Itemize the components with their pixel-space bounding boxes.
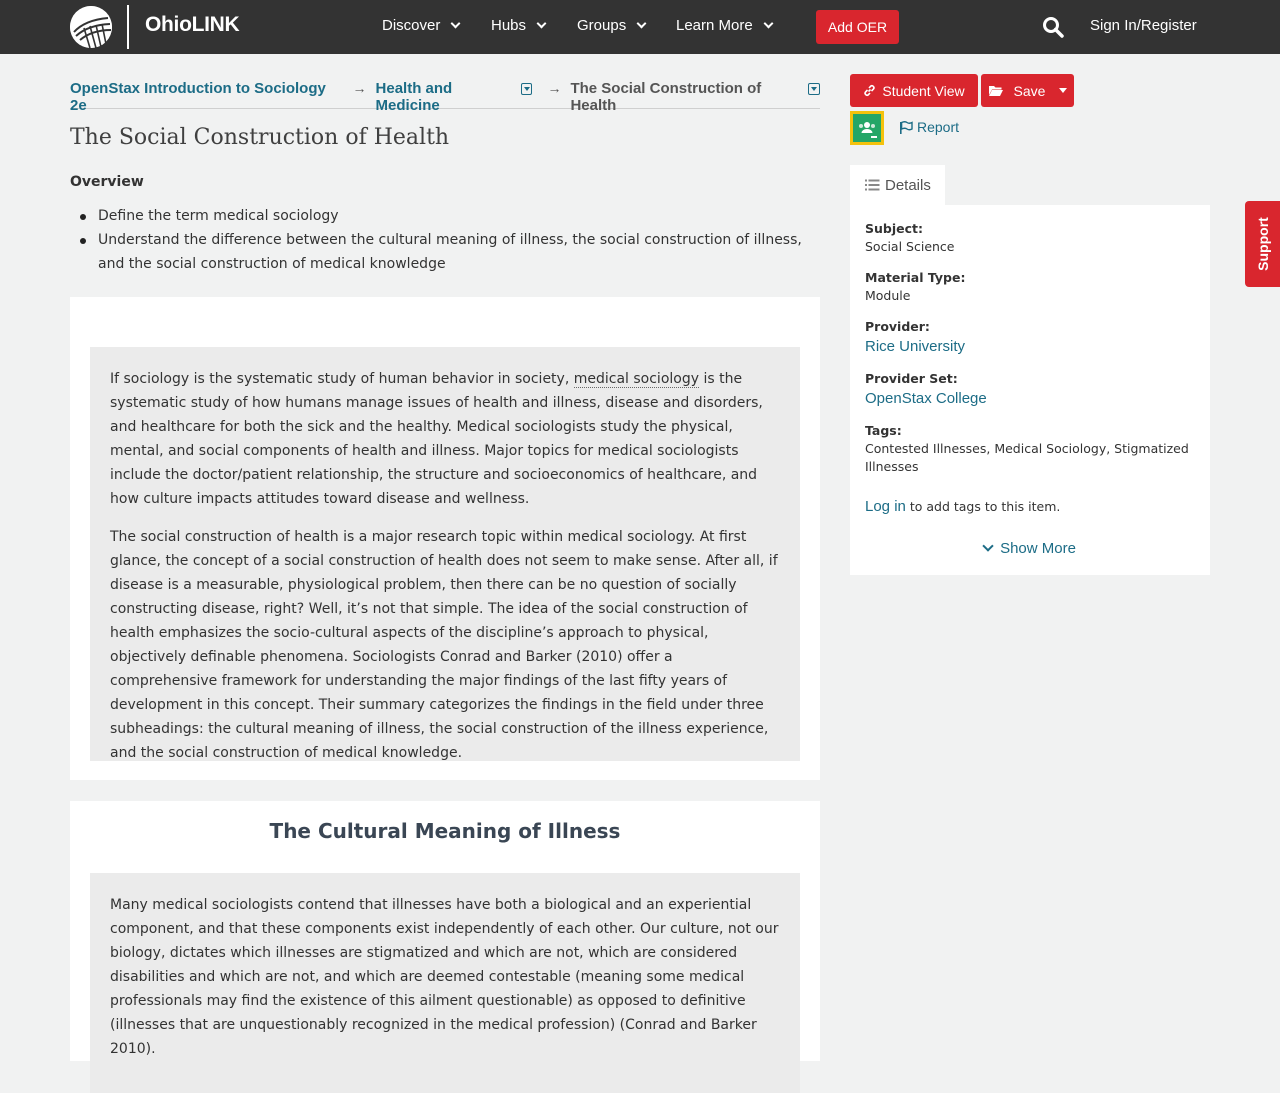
chevron-down-icon — [637, 19, 647, 29]
glossary-term-medical-sociology[interactable]: medical sociology — [573, 371, 700, 387]
breadcrumb-item-current: The Social Construction of Health — [570, 80, 762, 114]
paragraph-text: If sociology is the systematic study of human behavior in society, — [110, 371, 574, 387]
breadcrumb — [70, 80, 820, 114]
subject-value: Social Science — [865, 239, 955, 254]
logo-divider — [127, 5, 129, 49]
show-more-label: Show More — [1000, 540, 1076, 557]
chevron-down-icon — [537, 19, 547, 29]
nav-discover[interactable] — [382, 17, 459, 34]
page-title: The Social Construction of Health — [70, 125, 450, 150]
support-label: Support — [1254, 217, 1271, 271]
overview-list — [70, 204, 820, 276]
show-more-button[interactable] — [850, 540, 1210, 557]
tags-label: Tags: — [865, 423, 902, 438]
content-text-box — [90, 873, 800, 1093]
folder-open-icon — [988, 84, 1004, 97]
tab-details-label: Details — [885, 176, 931, 194]
login-suffix: to add tags to this item. — [905, 499, 1061, 514]
dropdown-toggle-icon[interactable] — [521, 83, 533, 95]
link-icon — [863, 84, 876, 97]
content-section-intro — [70, 297, 820, 780]
overview-label: Overview — [70, 174, 144, 190]
material-type-value: Module — [865, 288, 911, 303]
provider-link[interactable]: Rice University — [865, 338, 966, 355]
subject-label: Subject: — [865, 221, 923, 236]
list-item: Define the term medical sociology — [70, 204, 820, 228]
nav-hubs-label: Hubs — [491, 17, 527, 34]
breadcrumb-item-book[interactable]: OpenStax Introduction to Sociology 2e — [70, 80, 326, 114]
search-icon[interactable] — [1042, 16, 1064, 38]
google-classroom-icon[interactable] — [850, 111, 884, 145]
report-link[interactable] — [899, 119, 959, 135]
nav-learn-more[interactable] — [676, 17, 772, 34]
provider-set-label: Provider Set: — [865, 371, 958, 386]
student-view-button[interactable] — [850, 74, 978, 107]
paragraph-text: is the systematic study of how humans manage issues of health and illness, disease and disorders, and healthcare for both the sick and the healthy. Medical sociologists study the physical, mental, and social components of health and illness. Major topics for medical sociologists include the doctor/patient relationship, the structure and socioeconomics of healthcare, and how culture impacts attitudes toward disease and wellness. — [110, 371, 763, 507]
provider-set-link[interactable]: OpenStax College — [865, 390, 987, 407]
report-label: Report — [917, 119, 960, 135]
nav-learn-more-label: Learn More — [676, 17, 753, 34]
tab-details[interactable] — [850, 165, 945, 205]
list-icon — [865, 179, 880, 191]
nav-groups-label: Groups — [577, 17, 627, 34]
nav-groups[interactable] — [577, 17, 645, 34]
log-in-link[interactable]: Log in — [865, 498, 906, 515]
support-tab[interactable] — [1245, 201, 1280, 287]
nav-discover-label: Discover — [382, 17, 441, 34]
paragraph: The social construction of health is a major research topic within medical sociology. At first glance, the concept of a social construction of health does not seem to make sense. After all, if disease is a measurable, physiological problem, then there can be no question of socially constructing disease, right? Well, it’s not that simple. The idea of the social construction of health emphasizes the socio-cultural aspects of the discipline’s approach to physical, objectively definable phenomena. Sociologists Conrad and Barker (2010) offer a comprehensive framework for understanding the major findings of the last fifty years of development in this concept. Their summary categorizes the findings in the field under three subheadings: the cultural meaning of illness, the social construction of the illness experience, and the social construction of medical knowledge. — [110, 529, 778, 761]
content-section-cultural-meaning — [70, 801, 820, 1061]
nav-hubs[interactable] — [491, 17, 545, 34]
paragraph — [110, 367, 780, 511]
breadcrumb-separator: → — [352, 80, 367, 96]
section-heading: The Cultural Meaning of Illness — [269, 819, 621, 843]
top-navbar — [0, 0, 1280, 54]
add-oer-button[interactable]: Add OER — [816, 10, 899, 44]
chevron-down-icon — [451, 19, 461, 29]
breadcrumb-separator: → — [547, 80, 562, 96]
logo-text[interactable]: OhioLINK — [145, 13, 240, 36]
dropdown-toggle-icon[interactable] — [808, 83, 820, 95]
details-panel — [850, 205, 1210, 575]
material-type-label: Material Type: — [865, 270, 966, 285]
provider-label: Provider: — [865, 319, 930, 334]
save-button[interactable] — [981, 74, 1074, 107]
tags-value: Contested Illnesses, Medical Sociology, Stigmatized Illnesses — [865, 441, 1189, 474]
caret-down-icon — [1059, 88, 1067, 93]
save-label: Save — [1013, 82, 1046, 99]
paragraph: Many medical sociologists contend that illnesses have both a biological and an experiential component, and that these components exist independently of each other. Our culture, not our biology, dictates which illnesses are stigmatized and which are not, which are considered disabilities and which are not, and which are deemed contestable (meaning some medical professionals may find the existence of this ailment questionable) as opposed to definitive (illnesses that are unquestionably recognized in the medical profession) (Conrad and Barker 2010). — [110, 897, 779, 1057]
breadcrumb-item-chapter[interactable]: Health and Medicine — [375, 80, 453, 114]
student-view-label: Student View — [882, 82, 965, 99]
list-item: Understand the difference between the cultural meaning of illness, the social construction of illness, and the social construction of medical knowledge — [70, 228, 820, 276]
ohiolink-logo-icon[interactable] — [70, 6, 112, 48]
login-to-tag — [865, 498, 1060, 515]
chevron-down-icon — [982, 540, 993, 551]
flag-icon — [899, 121, 913, 134]
chevron-down-icon — [763, 19, 773, 29]
content-text-box — [90, 347, 800, 761]
sign-in-register-link[interactable]: Sign In/Register — [1090, 17, 1197, 34]
